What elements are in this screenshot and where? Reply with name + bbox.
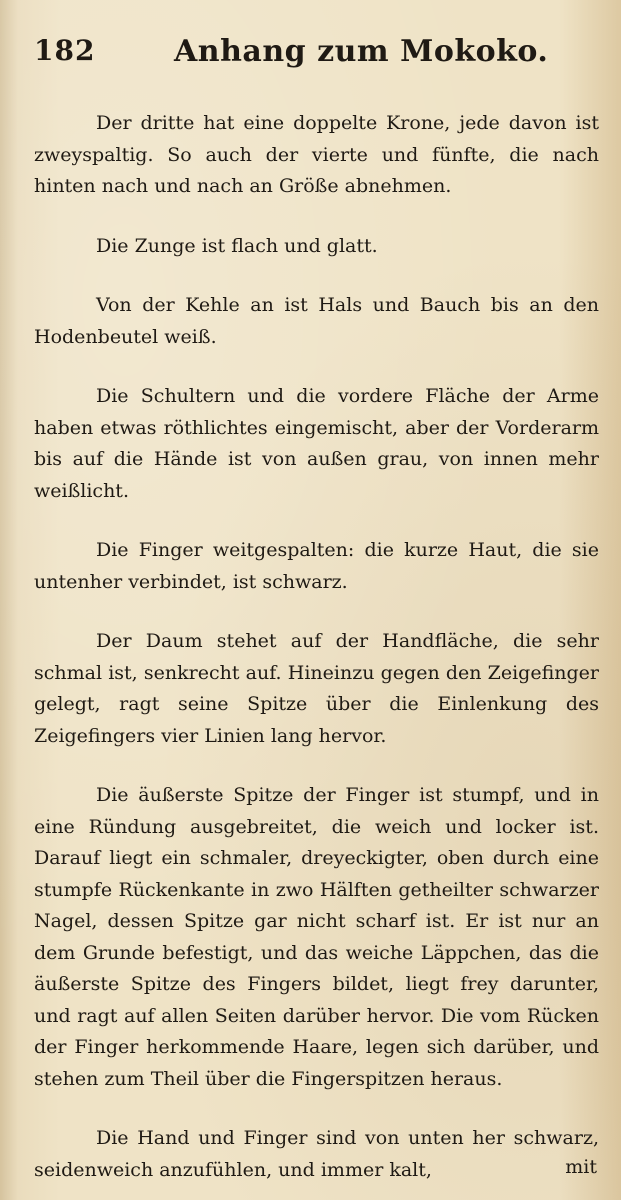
page-header [34,34,599,78]
catchword: mit [565,1156,597,1178]
paragraph-2: Die Zunge ist flach und glatt. [96,234,378,257]
running-head: Anhang zum Mokoko. [174,34,549,69]
body-text [34,108,599,1186]
paragraph-1: Der dritte hat eine doppelte Krone, jede davon ist zweyspaltig. So auch der vierte und fünfte, die nach hinten nach und nach an Größe abnehmen. [34,112,599,197]
paragraph-7: Die äußerste Spitze der Finger ist stumpf, und in eine Ründung ausgebreitet, die weich und locker ist. Darauf liegt ein schmaler, dreyeckigter, oben durch eine stumpfe Rückenkante in zwo Hälften getheilter schwarzer Nagel, dessen Spitze gar nicht scharf ist. Er ist nur an dem Grunde befestigt, und das weiche Läppchen, das die äußerste Spitze des Fingers bildet, liegt frey darunter, und ragt auf allen Seiten darüber hervor. Die vom Rücken der Finger herkommende Haare, legen sich darüber, und stehen zum Theil über die Fingerspitzen heraus. [34,784,599,1090]
paragraph-5: Die Finger weitgespalten: die kurze Haut, die sie untenher verbindet, ist schwarz. [34,539,599,593]
paragraph-3: Von der Kehle an ist Hals und Bauch bis an den Hodenbeutel weiß. [34,294,599,348]
paragraph-8: Die Hand und Finger sind von unten her schwarz, seidenweich anzufühlen, und immer kalt, [34,1127,599,1181]
paragraph-4: Die Schultern und die vordere Fläche der Arme haben etwas röthlichtes eingemischt, aber der Vorderarm bis auf die Hände ist von außen grau, von innen mehr weißlicht. [34,385,599,502]
paragraph-6: Der Daum stehet auf der Handfläche, die sehr schmal ist, senkrecht auf. Hineinzu gegen den Zeigefinger gelegt, ragt seine Spitze über die Einlenkung des Zeigefingers vier Linien lang hervor. [34,630,599,747]
page-number: 182 [34,34,96,67]
